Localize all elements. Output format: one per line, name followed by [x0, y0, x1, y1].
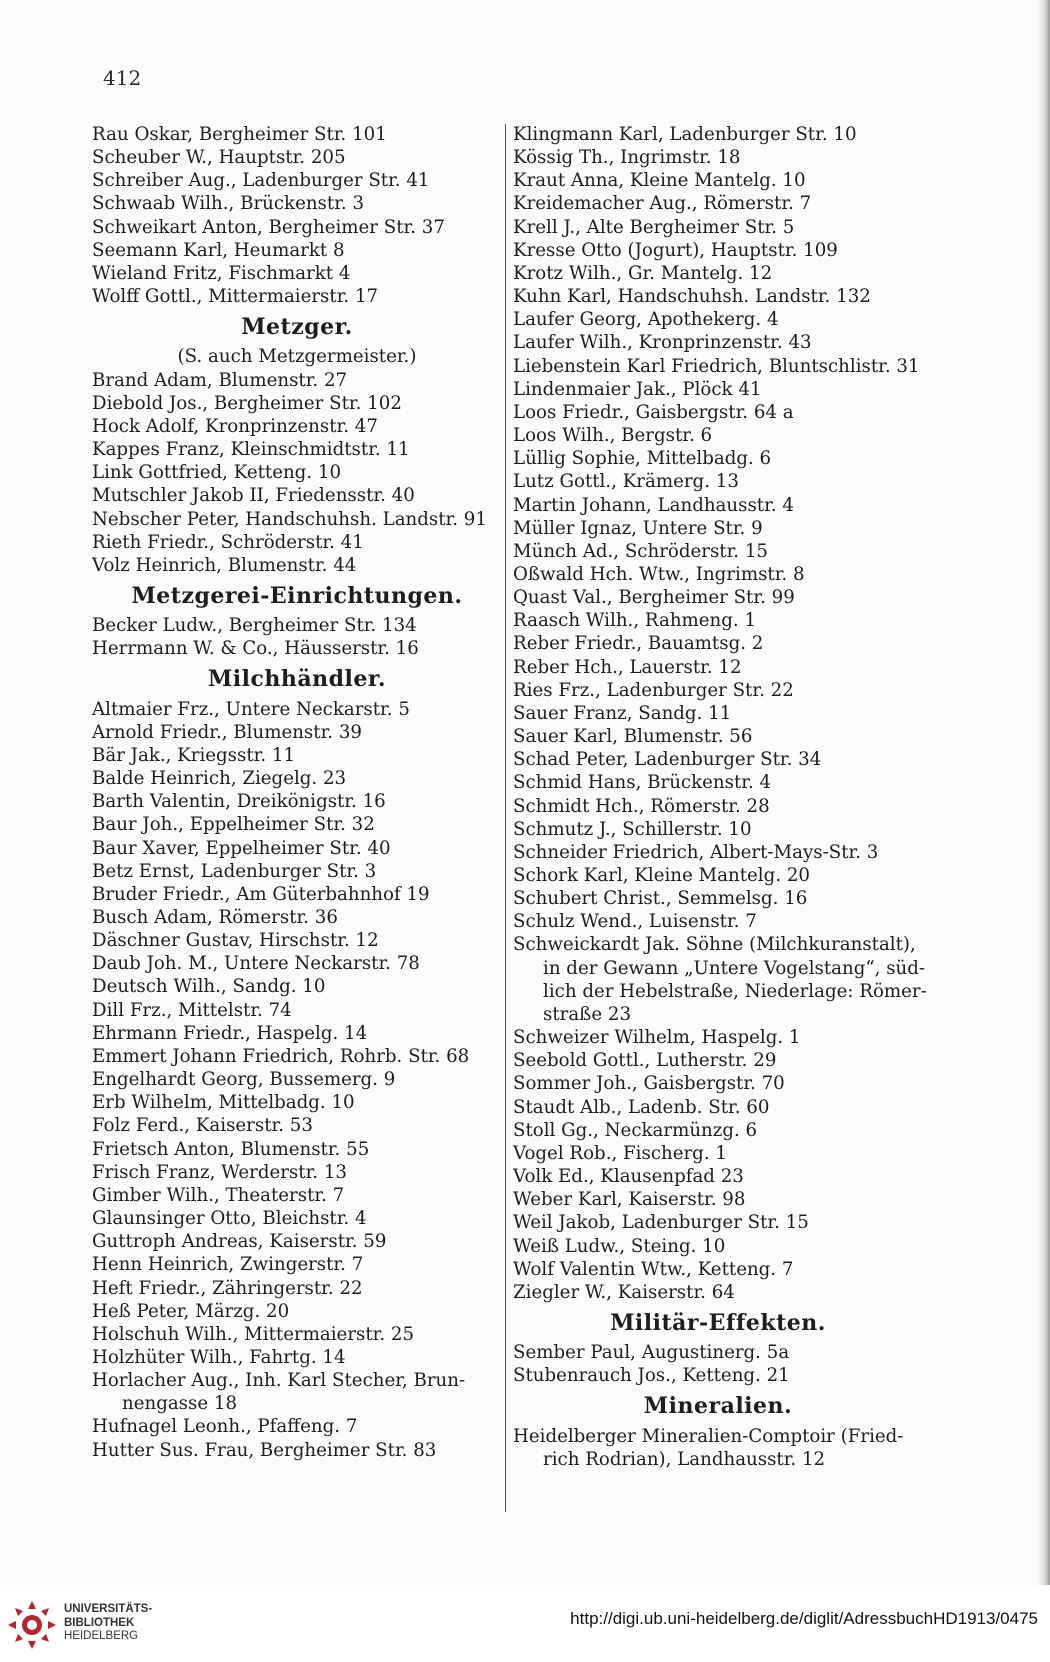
- directory-entry: Rau Oskar, Bergheimer Str. 101: [92, 124, 387, 145]
- section-heading: Milchhändler.: [207, 666, 387, 693]
- directory-entry: Engelhardt Georg, Bussemerg. 9: [92, 1069, 396, 1091]
- directory-entry: Wolff Gottl., Mittermaierstr. 17: [92, 286, 379, 308]
- directory-entry: Holschuh Wilh., Mittermaierstr. 25: [92, 1323, 415, 1345]
- directory-entry: Guttroph Andreas, Kaiserstr. 59: [92, 1231, 387, 1253]
- directory-entry: Ehrmann Friedr., Haspelg. 14: [92, 1022, 368, 1044]
- directory-entry: Stoll Gg., Neckarmünzg. 6: [513, 1119, 758, 1141]
- directory-entry: Raasch Wilh., Rahmeng. 1: [513, 610, 757, 632]
- directory-entry: Schmutz J., Schillerstr. 10: [513, 818, 752, 840]
- directory-entry: Lutz Gottl., Krämerg. 13: [513, 471, 739, 493]
- directory-entry: Diebold Jos., Bergheimer Str. 102: [92, 392, 402, 414]
- directory-entry: Sember Paul, Augustinerg. 5a: [513, 1342, 790, 1364]
- directory-entry: Weiß Ludw., Steing. 10: [513, 1235, 726, 1257]
- section-heading: Metzgerei-Einrichtungen.: [131, 582, 463, 609]
- directory-entry: Rieth Friedr., Schröderstr. 41: [92, 531, 364, 553]
- directory-entry: Vogel Rob., Fischerg. 1: [513, 1142, 727, 1164]
- directory-entry: Seebold Gottl., Lutherstr. 29: [513, 1050, 777, 1072]
- directory-entry: Sommer Joh., Gaisbergstr. 70: [513, 1073, 785, 1095]
- section-heading: Mineralien.: [643, 1393, 793, 1420]
- directory-entry: Staudt Alb., Ladenb. Str. 60: [513, 1096, 770, 1118]
- directory-entry: Wolf Valentin Wtw., Ketteng. 7: [513, 1258, 794, 1280]
- directory-entry: Baur Joh., Eppelheimer Str. 32: [92, 814, 375, 836]
- directory-entry: Erb Wilhelm, Mittelbadg. 10: [92, 1092, 355, 1114]
- directory-entry: Dill Frz., Mittelstr. 74: [92, 999, 292, 1021]
- directory-entry: Busch Adam, Römerstr. 36: [92, 907, 338, 928]
- directory-entry: Hutter Sus. Frau, Bergheimer Str. 83: [92, 1439, 437, 1461]
- directory-entry: Frietsch Anton, Blumenstr. 55: [92, 1138, 370, 1160]
- directory-entry: Sauer Franz, Sandg. 11: [513, 702, 732, 724]
- directory-entry: Kreidemacher Aug., Römerstr. 7: [513, 193, 812, 215]
- directory-entry-continuation: lich der Hebelstraße, Niederlage: Römer-: [543, 980, 927, 1002]
- directory-entry: Weber Karl, Kaiserstr. 98: [513, 1189, 746, 1211]
- directory-entry: Schweikart Anton, Bergheimer Str. 37: [92, 216, 445, 238]
- directory-entry: Kössig Th., Ingrimstr. 18: [513, 147, 741, 169]
- library-name-line-1: UNIVERSITÄTS-: [64, 1603, 153, 1615]
- directory-entry: Betz Ernst, Ladenburger Str. 3: [92, 860, 377, 882]
- directory-entry: Hock Adolf, Kronprinzenstr. 47: [92, 415, 378, 437]
- directory-entry: Münch Ad., Schröderstr. 15: [513, 540, 768, 562]
- directory-entry-continuation: nengasse 18: [122, 1393, 238, 1415]
- directory-entry: Schreiber Aug., Ladenburger Str. 41: [92, 170, 430, 192]
- directory-entry: Folz Ferd., Kaiserstr. 53: [92, 1115, 313, 1137]
- column-divider: [505, 124, 506, 1512]
- directory-entry: Emmert Johann Friedrich, Rohrb. Str. 68: [92, 1045, 470, 1067]
- directory-entry: Glaunsinger Otto, Bleichstr. 4: [92, 1208, 367, 1230]
- directory-entry: Schad Peter, Ladenburger Str. 34: [513, 749, 822, 771]
- directory-entry: Schwaab Wilh., Brückenstr. 3: [92, 193, 365, 215]
- directory-entry: Lindenmaier Jak., Plöck 41: [513, 378, 762, 400]
- directory-entry: Barth Valentin, Dreikönigstr. 16: [92, 791, 386, 813]
- directory-entry: Arnold Friedr., Blumenstr. 39: [92, 721, 362, 743]
- directory-entry: Nebscher Peter, Handschuhsh. Landstr. 91: [92, 508, 487, 530]
- directory-entry-continuation: in der Gewann „Untere Vogelstang“, süd-: [543, 957, 926, 979]
- directory-entry: Sauer Karl, Blumenstr. 56: [513, 726, 753, 748]
- directory-entry: Baur Xaver, Eppelheimer Str. 40: [92, 837, 391, 859]
- directory-entry: Reber Hch., Lauerstr. 12: [513, 656, 742, 678]
- library-name: [64, 1603, 152, 1644]
- directory-entry: Heidelberger Mineralien-Comptoir (Fried-: [513, 1425, 904, 1447]
- left-column: [92, 123, 502, 1462]
- directory-entry: Hufnagel Leonh., Pfaffeng. 7: [92, 1416, 358, 1438]
- directory-entry: Daub Joh. M., Untere Neckarstr. 78: [92, 953, 420, 975]
- right-column: [513, 123, 927, 1471]
- section-heading: Militär-Effekten.: [610, 1309, 826, 1336]
- directory-entry: Bär Jak., Kriegsstr. 11: [92, 744, 296, 766]
- section-heading: Metzger.: [241, 314, 353, 341]
- directory-entry: Schubert Christ., Semmelsg. 16: [513, 888, 808, 910]
- directory-entry: Horlacher Aug., Inh. Karl Stecher, Brun-: [92, 1370, 466, 1392]
- directory-entry: Frisch Franz, Werderstr. 13: [92, 1161, 347, 1183]
- directory-entry: Link Gottfried, Ketteng. 10: [92, 462, 342, 484]
- directory-entry: Laufer Wilh., Kronprinzenstr. 43: [513, 332, 812, 354]
- directory-entry: Schweizer Wilhelm, Haspelg. 1: [513, 1027, 801, 1049]
- directory-entry: Wieland Fritz, Fischmarkt 4: [92, 262, 351, 284]
- directory-entry: Martin Johann, Landhausstr. 4: [513, 494, 794, 516]
- directory-entry: Volz Heinrich, Blumenstr. 44: [92, 554, 357, 576]
- directory-entry: Deutsch Wilh., Sandg. 10: [92, 976, 326, 998]
- directory-entry: Laufer Georg, Apothekerg. 4: [513, 309, 779, 331]
- directory-entry: Däschner Gustav, Hirschstr. 12: [92, 930, 379, 952]
- directory-entry: Lüllig Sophie, Mittelbadg. 6: [513, 448, 772, 470]
- directory-entry: Reber Friedr., Bauamtsg. 2: [513, 633, 764, 655]
- page-number: 412: [103, 66, 142, 90]
- directory-entry: Schweickardt Jak. Söhne (Milchkuranstalt),: [513, 934, 916, 956]
- directory-entry: Stubenrauch Jos., Ketteng. 21: [513, 1365, 790, 1387]
- directory-entry: Loos Wilh., Bergstr. 6: [513, 425, 713, 447]
- directory-entry: Weil Jakob, Ladenburger Str. 15: [513, 1212, 809, 1234]
- directory-entry: Heß Peter, Märzg. 20: [92, 1300, 290, 1322]
- directory-entry: Seemann Karl, Heumarkt 8: [92, 239, 345, 261]
- directory-entry: Quast Val., Bergheimer Str. 99: [513, 587, 795, 609]
- section-note: (S. auch Metzgermeister.): [177, 346, 417, 368]
- directory-entry: Scheuber W., Hauptstr. 205: [92, 147, 346, 169]
- directory-entry: Schmid Hans, Brückenstr. 4: [513, 772, 772, 794]
- directory-entry: Schmidt Hch., Römerstr. 28: [513, 795, 770, 817]
- directory-entry: Schulz Wend., Luisenstr. 7: [513, 911, 757, 933]
- directory-entry: Loos Friedr., Gaisbergstr. 64 a: [513, 401, 794, 423]
- directory-entry: Kappes Franz, Kleinschmidtstr. 11: [92, 439, 410, 461]
- library-name-line-3: HEIDELBERG: [64, 1630, 139, 1642]
- directory-entry: Mutschler Jakob II, Friedensstr. 40: [92, 485, 415, 507]
- directory-entry: Krotz Wilh., Gr. Mantelg. 12: [513, 262, 773, 284]
- university-seal-icon: [6, 1599, 58, 1651]
- directory-entry: Kraut Anna, Kleine Mantelg. 10: [513, 170, 806, 192]
- directory-entry: Schneider Friedrich, Albert-Mays-Str. 3: [513, 841, 879, 863]
- permalink-url[interactable]: http://digi.ub.uni-heidelberg.de/diglit/AdressbuchHD1913/0475: [570, 1609, 1038, 1628]
- directory-entry: Becker Ludw., Bergheimer Str. 134: [92, 615, 417, 637]
- directory-entry: Kresse Otto (Jogurt), Hauptstr. 109: [513, 239, 838, 261]
- directory-entry: Altmaier Frz., Untere Neckarstr. 5: [92, 698, 410, 720]
- directory-entry: Gimber Wilh., Theaterstr. 7: [92, 1184, 345, 1206]
- directory-entry-continuation: straße 23: [543, 1003, 632, 1025]
- library-name-line-2: BIBLIOTHEK: [64, 1616, 135, 1629]
- directory-entry: Holzhüter Wilh., Fahrtg. 14: [92, 1346, 346, 1368]
- directory-entry: Liebenstein Karl Friedrich, Bluntschlistr. 31: [513, 355, 920, 377]
- directory-entry: Bruder Friedr., Am Güterbahnhof 19: [92, 883, 430, 905]
- directory-entry: Krell J., Alte Bergheimer Str. 5: [513, 216, 795, 238]
- directory-entry: Oßwald Hch. Wtw., Ingrimstr. 8: [513, 563, 805, 585]
- directory-entry: Kuhn Karl, Handschuhsh. Landstr. 132: [513, 286, 871, 308]
- directory-entry: Schork Karl, Kleine Mantelg. 20: [513, 865, 810, 886]
- directory-entry: Klingmann Karl, Ladenburger Str. 10: [513, 124, 857, 145]
- directory-entry: Herrmann W. & Co., Häusserstr. 16: [92, 638, 419, 660]
- directory-entry: Henn Heinrich, Zwingerstr. 7: [92, 1254, 364, 1276]
- directory-entry: Müller Ignaz, Untere Str. 9: [513, 517, 763, 539]
- directory-entry: Heft Friedr., Zähringerstr. 22: [92, 1277, 363, 1299]
- directory-entry: Ziegler W., Kaiserstr. 64: [513, 1281, 735, 1303]
- viewer-footer: [0, 1585, 1050, 1662]
- directory-entry: Ries Frz., Ladenburger Str. 22: [513, 679, 794, 701]
- directory-entry: Brand Adam, Blumenstr. 27: [92, 369, 348, 391]
- directory-entry-continuation: rich Rodrian), Landhausstr. 12: [543, 1448, 826, 1470]
- page-edge-shadow: [1038, 0, 1050, 1585]
- directory-entry: Volk Ed., Klausenpfad 23: [513, 1166, 744, 1188]
- directory-entry: Balde Heinrich, Ziegelg. 23: [92, 768, 347, 790]
